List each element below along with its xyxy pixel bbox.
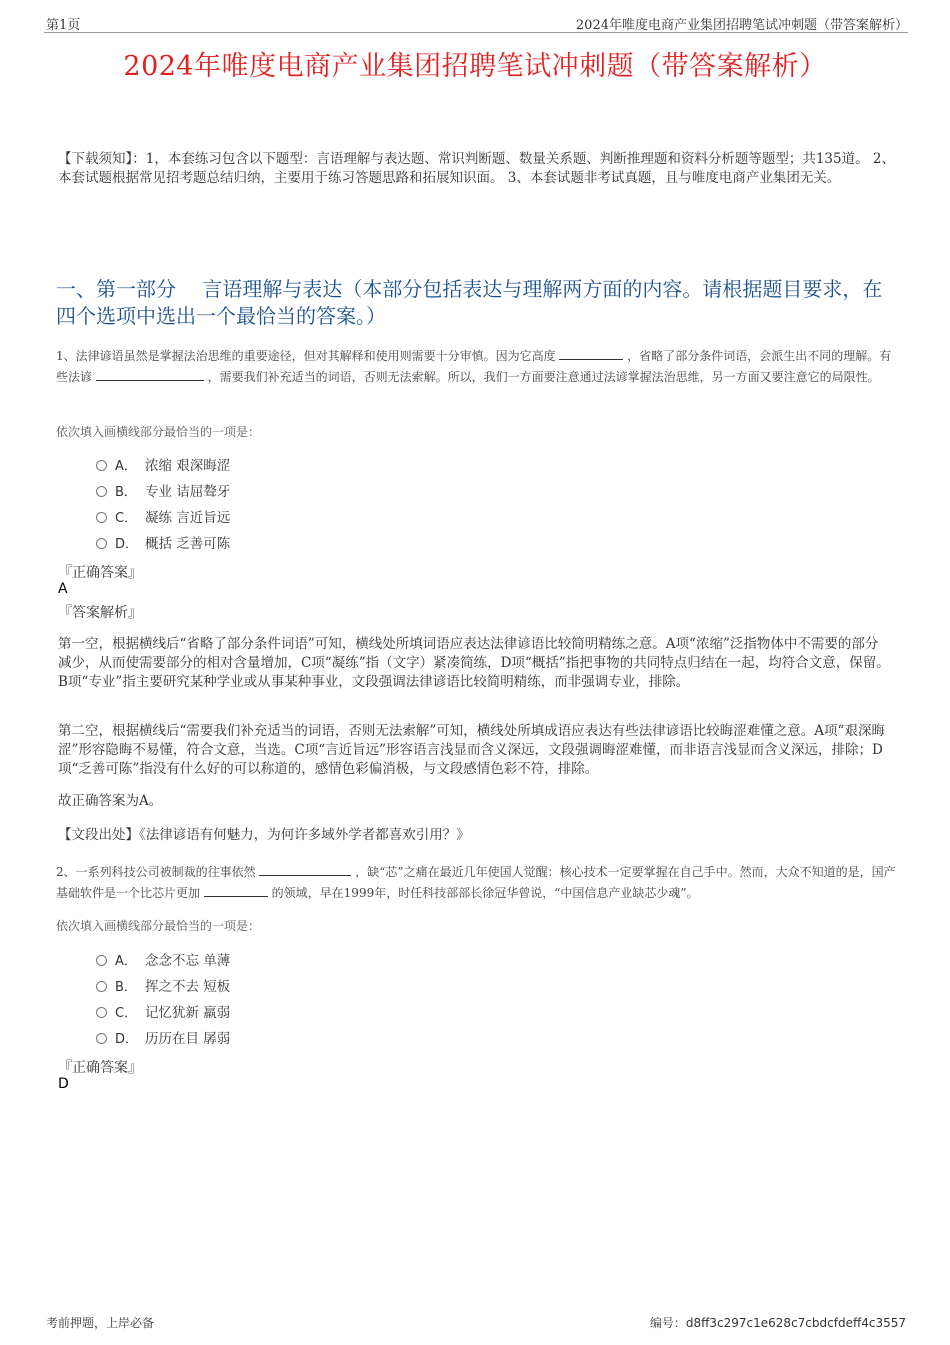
- question-2-text-c: 的领域，早在1999年，时任科技部部长徐冠华曾说，“中国信息产业缺芯少魂”。: [271, 886, 699, 900]
- page-number: 第1页: [46, 18, 81, 33]
- option-text: 浓缩 艰深晦涩: [145, 458, 231, 474]
- question-1-answer: A: [58, 581, 68, 597]
- option-text: 挥之不去 短板: [145, 979, 231, 995]
- question-1-analysis-p2: 第二空，根据横线后“需要我们补充适当的词语，否则无法索解”可知，横线处所填成语应表达有些法律谚语比较晦涩难懂之意。A项“艰深晦涩”形容隐晦不易懂，符合文意，当选。C项“言近旨远”形容语言浅显而含义深远，文段强调晦涩难懂，而非语言浅显而含义深远，排除；D项“乏善可陈”指没有什么好的可以称道的，感情色彩偏消极，与文段感情色彩不符，排除。: [58, 723, 885, 777]
- question-2-text-a: 2、一系列科技公司被制裁的往事依然: [56, 865, 256, 879]
- download-notice: 【下载须知】：1，本套练习包含以下题型：言语理解与表达题、常识判断题、数量关系题、判断推理题和资料分析题等题型；共135道。 2、本套试题根据常见招考题总结归纳，主要用于练习答题思路和拓展知识面。 3、本套试题非考试真题，且与唯度电商产业集团无关。: [58, 151, 895, 186]
- question-1-analysis-label: 『答案解析』: [58, 605, 142, 621]
- radio-icon[interactable]: [96, 981, 107, 992]
- question-1-answer-label: 『正确答案』: [58, 565, 142, 581]
- question-2-option-a[interactable]: [96, 951, 230, 971]
- question-2-option-b[interactable]: [96, 977, 230, 997]
- question-1-option-b[interactable]: [96, 482, 230, 502]
- option-letter: B．: [115, 485, 137, 500]
- question-2-option-d[interactable]: [96, 1029, 230, 1049]
- radio-icon[interactable]: [96, 538, 107, 549]
- footer-code-value: d8ff3c297c1e628c7cbdcfdeff4c3557: [685, 1316, 906, 1330]
- question-1-prompt: 依次填入画横线部分最恰当的一项是：: [56, 425, 261, 439]
- question-2-blank-1: [259, 863, 351, 876]
- option-letter: C．: [115, 511, 138, 526]
- question-2-option-c[interactable]: [96, 1003, 230, 1023]
- option-text: 念念不忘 单薄: [145, 953, 231, 969]
- option-text: 概括 乏善可陈: [145, 536, 231, 552]
- option-letter: D．: [115, 537, 139, 552]
- section-heading: 一、第一部分 言语理解与表达（本部分包括表达与理解两方面的内容。请根据题目要求，在四个选项中选出一个最恰当的答案。）: [56, 277, 883, 328]
- question-2-prompt: 依次填入画横线部分最恰当的一项是：: [56, 919, 261, 933]
- question-1-stem: [56, 346, 896, 388]
- question-2-answer: D: [58, 1076, 69, 1092]
- question-2-stem: [56, 862, 896, 904]
- radio-icon[interactable]: [96, 486, 107, 497]
- question-1-text-a: 1、法律谚语虽然是掌握法治思维的重要途径，但对其解释和使用则需要十分审慎。因为它高度: [56, 349, 556, 363]
- option-letter: D．: [115, 1032, 139, 1047]
- footer-code: [650, 1314, 906, 1331]
- question-2-text-b: ，缺“芯”之痛在最近几年使国人觉醒：核心技术一定要掌握在自己手中。然而，大众不知道的是，国产基础软件是一个比芯片更加: [56, 865, 896, 900]
- question-1-analysis-p3: 故正确答案为A。: [58, 793, 163, 809]
- question-1-blank-1: [559, 347, 623, 360]
- option-text: 记忆犹新 羸弱: [145, 1005, 231, 1021]
- option-letter: A．: [115, 954, 137, 969]
- option-letter: C．: [115, 1006, 138, 1021]
- question-1-blank-2: [96, 368, 204, 381]
- footer-slogan: 考前押题，上岸必备: [46, 1316, 155, 1330]
- question-1-analysis-p1: 第一空，根据横线后“省略了部分条件词语”可知，横线处所填词语应表达法律谚语比较简明精练之意。A项“浓缩”泛指物体中不需要的部分减少，从而使需要部分的相对含量增加，C项“凝练”指（文字）紧凑简练，D项“概括”指把事物的共同特点归结在一起，均符合文意，保留。B项“专业”指主要研究某种学业或从事某种事业，文段强调法律谚语比较简明精练，而非强调专业，排除。: [58, 636, 890, 690]
- question-1-option-d[interactable]: [96, 534, 230, 554]
- question-2-answer-label: 『正确答案』: [58, 1060, 142, 1076]
- question-2-blank-2: [204, 884, 268, 897]
- option-text: 专业 诘屈聱牙: [145, 484, 231, 500]
- question-1-source: 【文段出处】《法律谚语有何魅力，为何许多域外学者都喜欢引用？》: [58, 827, 470, 843]
- radio-icon[interactable]: [96, 1007, 107, 1018]
- option-letter: A．: [115, 459, 137, 474]
- question-1-option-a[interactable]: [96, 456, 230, 476]
- question-1-text-c: ，需要我们补充适当的词语，否则无法索解。所以，我们一方面要注意通过法谚掌握法治思维，另一方面又要注意它的局限性。: [207, 370, 880, 384]
- header-doc-title: 2024年唯度电商产业集团招聘笔试冲刺题（带答案解析）: [575, 18, 908, 33]
- question-1-option-c[interactable]: [96, 508, 230, 528]
- question-1-text-b: ，省略了部分条件词语，会派生出不同的理解。有些法谚: [56, 349, 892, 384]
- footer-code-label: 编号：: [649, 1316, 686, 1330]
- page-title: 2024年唯度电商产业集团招聘笔试冲刺题（带答案解析）: [123, 51, 827, 82]
- radio-icon[interactable]: [96, 512, 107, 523]
- radio-icon[interactable]: [96, 1033, 107, 1044]
- radio-icon[interactable]: [96, 955, 107, 966]
- option-text: 历历在目 孱弱: [145, 1031, 231, 1047]
- header-divider: [44, 32, 908, 33]
- option-text: 凝练 言近旨远: [145, 510, 231, 526]
- radio-icon[interactable]: [96, 460, 107, 471]
- option-letter: B．: [115, 980, 137, 995]
